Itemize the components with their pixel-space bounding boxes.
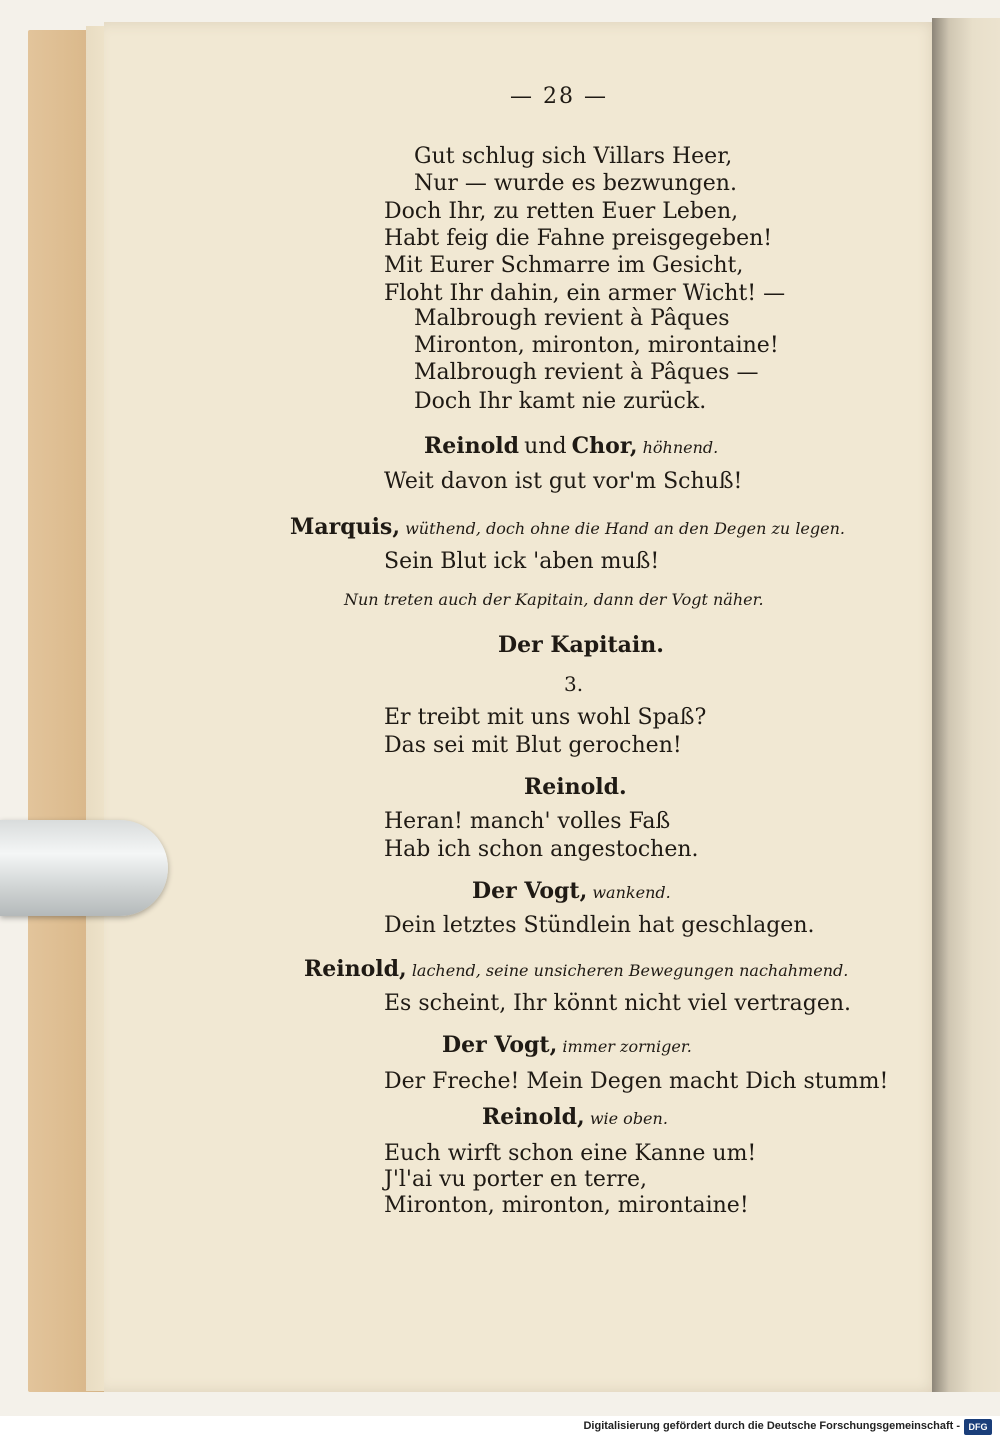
speaker-name: Reinold,: [304, 956, 407, 982]
speaker-heading: [472, 878, 671, 904]
speaker-heading: Reinold.: [524, 774, 627, 800]
verse-line: Mironton, mironton, mirontaine!: [414, 333, 779, 358]
verse-line: Euch wirft schon eine Kanne um!: [384, 1141, 757, 1166]
stage-direction: immer zorniger.: [562, 1037, 692, 1056]
verse-line: Habt feig die Fahne preisgegeben!: [384, 226, 773, 251]
verse-line: Heran! manch' volles Faß: [384, 809, 671, 834]
next-page-edge: [932, 18, 1000, 1392]
verse-line: Hab ich schon angestochen.: [384, 837, 699, 862]
verse-number: 3.: [564, 672, 584, 696]
dfg-logo: DFG: [964, 1419, 992, 1435]
verse-line: Er treibt mit uns wohl Spaß?: [384, 705, 707, 730]
footer-bar: [0, 1416, 1000, 1439]
stage-direction: wüthend, doch ohne die Hand an den Degen zu legen.: [405, 519, 845, 538]
conjunction: und: [524, 434, 567, 459]
stage-direction: höhnend.: [642, 438, 719, 457]
verse-line: J'l'ai vu porter en terre,: [384, 1167, 647, 1192]
verse-line: Weit davon ist gut vor'm Schuß!: [384, 469, 743, 494]
verse-line: Mironton, mironton, mirontaine!: [384, 1193, 749, 1218]
speaker-heading: Der Kapitain.: [498, 632, 664, 658]
speaker-name: Der Vogt,: [472, 878, 588, 904]
verse-line: Dein letztes Stündlein hat geschlagen.: [384, 913, 815, 938]
speaker-name: Der Vogt,: [442, 1032, 558, 1058]
page-clip: [0, 820, 168, 916]
funding-notice: Digitalisierung gefördert durch die Deutsche Forschungsgemeinschaft -: [583, 1420, 960, 1432]
speaker-heading: [442, 1032, 692, 1058]
speaker-name: Reinold,: [482, 1104, 585, 1130]
stage-direction: lachend, seine unsicheren Bewegungen nachahmend.: [411, 961, 849, 980]
verse-line: Der Freche! Mein Degen macht Dich stumm!: [384, 1069, 889, 1094]
verse-line: Doch Ihr, zu retten Euer Leben,: [384, 199, 739, 224]
verse-line: Floht Ihr dahin, ein armer Wicht! —: [384, 281, 786, 306]
speaker-heading: [424, 433, 718, 459]
verse-line: Das sei mit Blut gerochen!: [384, 733, 682, 758]
verse-line: Doch Ihr kamt nie zurück.: [414, 389, 707, 414]
stage-direction: wie oben.: [589, 1109, 668, 1128]
verse-line: Malbrough revient à Pâques: [414, 306, 730, 331]
speaker-heading: [304, 956, 848, 982]
verse-line: Es scheint, Ihr könnt nicht viel vertragen.: [384, 991, 852, 1016]
verse-line: Nur — wurde es bezwungen.: [414, 171, 737, 196]
verse-line: Malbrough revient à Pâques —: [414, 360, 759, 385]
speaker-name: Marquis,: [290, 514, 400, 540]
speaker-heading: [482, 1104, 668, 1130]
verse-line: Gut schlug sich Villars Heer,: [414, 144, 733, 169]
stage-direction: Nun treten auch der Kapitain, dann der Vogt näher.: [344, 590, 764, 609]
stage-direction: wankend.: [592, 883, 671, 902]
verse-line: Sein Blut ick 'aben muß!: [384, 549, 660, 574]
speaker-name: Chor,: [571, 433, 638, 459]
speaker-name: Reinold: [424, 433, 520, 459]
verse-line: Mit Eurer Schmarre im Gesicht,: [384, 253, 744, 278]
speaker-heading: [290, 514, 845, 540]
page-number: — 28 —: [510, 84, 608, 109]
